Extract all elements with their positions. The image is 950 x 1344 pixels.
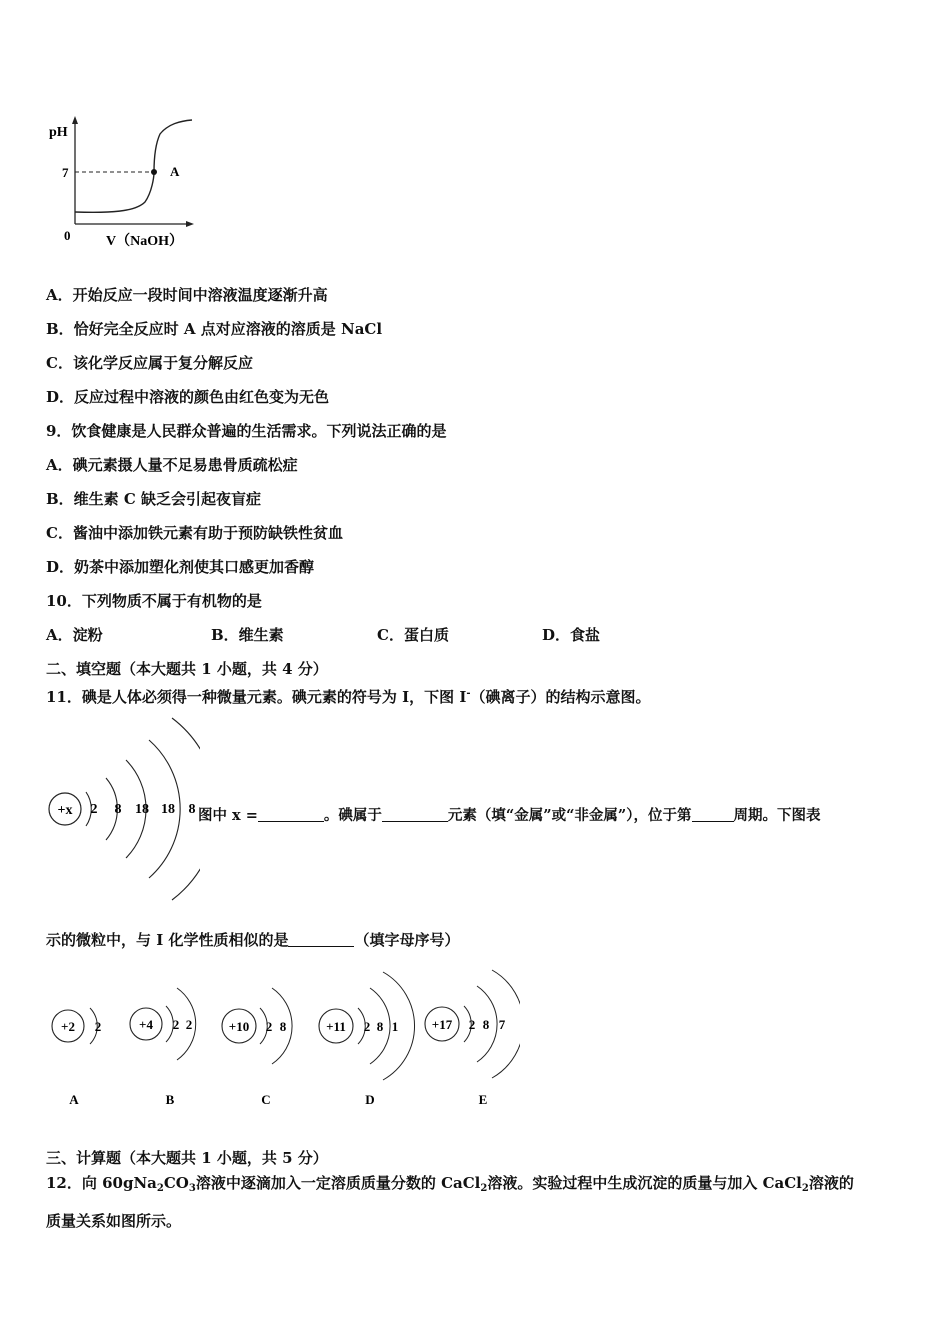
point-a-label: A [170, 164, 180, 179]
section-2-title: 二、填空题（本大题共 1 小题，共 4 分） [46, 660, 328, 678]
particle-e-shell-2: 8 [482, 1017, 490, 1032]
q11-fill-3: 元素（填“金属”或“非金属”），位于第 [447, 807, 692, 824]
particle-e-nucleus: +17 [431, 1017, 453, 1032]
q12-stem [46, 1173, 854, 1199]
q12-sub-1: 2 [156, 1183, 164, 1194]
blank-element-type[interactable] [382, 807, 448, 822]
particle-e-arc-3 [492, 970, 520, 1078]
particle-d-shell-3: 1 [391, 1019, 399, 1034]
particle-a [52, 1008, 101, 1107]
particle-b [130, 988, 196, 1107]
ph-titration-graph [40, 112, 220, 252]
particle-a-shell-1: 2 [94, 1019, 102, 1034]
particle-d-arc-3 [383, 972, 415, 1080]
q10-option-d: D．食盐 [542, 626, 601, 644]
q9-stem: 9．饮食健康是人民群众普遍的生活需求。下列说法正确的是 [46, 422, 447, 440]
particle-b-shell-2: 2 [185, 1017, 193, 1032]
q9-option-b: B．维生素 C 缺乏会引起夜盲症 [46, 490, 262, 508]
q11-stem [46, 684, 651, 707]
q11-fill-2: 。碘属于 [323, 807, 382, 824]
q12-text-2: CO [163, 1174, 189, 1192]
section-3-title: 三、计算题（本大题共 1 小题，共 5 分） [46, 1149, 328, 1167]
particle-d-shell-2: 8 [376, 1019, 384, 1034]
q11-stem-text: 11．碘是人体必须得一种微量元素。碘元素的符号为 I，下图 I [46, 688, 467, 706]
particle-d [319, 972, 415, 1107]
q10-option-a: A．淀粉 [46, 626, 103, 644]
q11-line2-text: 示的微粒中，与 I 化学性质相似的是 [46, 931, 289, 949]
q8-option-c: C．该化学反应属于复分解反应 [46, 354, 253, 372]
iodide-shell-4-count: 18 [161, 802, 175, 817]
q9-option-d: D．奶茶中添加塑化剂使其口感更加香醇 [46, 558, 315, 576]
q9-option-c: C．酱油中添加铁元素有助于预防缺铁性贫血 [46, 524, 343, 542]
particle-b-shell-1: 2 [172, 1017, 180, 1032]
q12-text-1: 12．向 60gNa [46, 1174, 157, 1192]
x-axis-label: V（NaOH） [106, 234, 183, 249]
q11-line-2 [46, 930, 459, 950]
q11-fill-line [198, 806, 821, 826]
q10-option-c: C．蛋白质 [377, 626, 449, 644]
particle-c [222, 988, 292, 1107]
blank-similar-particle[interactable] [288, 932, 354, 947]
q11-fill-1: 图中 x = [198, 807, 258, 824]
iodide-shell-2-count: 8 [114, 802, 122, 817]
q11-stem-tail: （碘离子）的结构示意图。 [470, 688, 651, 706]
q11-line2-tail: （填字母序号） [354, 931, 460, 949]
blank-x-value[interactable] [258, 807, 324, 822]
point-a-marker [151, 169, 157, 175]
particle-c-nucleus: +10 [228, 1019, 250, 1034]
iodide-shell-3-count: 18 [135, 802, 149, 817]
iodide-ion-diagram [42, 712, 200, 906]
q9-option-a: A．碘元素摄人量不足易患骨质疏松症 [46, 456, 298, 474]
q10-stem: 10．下列物质不属于有机物的是 [46, 592, 262, 610]
particle-d-letter: D [365, 1092, 375, 1107]
iodide-nucleus-charge: +x [57, 803, 73, 818]
q12-sub-4: 2 [801, 1183, 809, 1194]
particles-diagram [40, 968, 520, 1118]
particle-a-letter: A [69, 1092, 79, 1107]
blank-period[interactable] [692, 807, 734, 822]
particle-c-shell-2: 8 [279, 1019, 287, 1034]
particle-e-shell-1: 2 [468, 1017, 476, 1032]
q12-sub-2: 3 [188, 1183, 196, 1194]
y-axis-arrow [72, 116, 78, 124]
particle-c-shell-1: 2 [265, 1019, 273, 1034]
q12-text-3: 溶液中逐滴加入一定溶质质量分数的 CaCl [195, 1174, 481, 1192]
particle-c-letter: C [261, 1092, 271, 1107]
particle-e [425, 970, 520, 1107]
iodide-charge-sup: - [466, 688, 471, 699]
particle-b-letter: B [165, 1092, 175, 1107]
x-axis-arrow [186, 221, 194, 227]
y-tick-7: 7 [62, 165, 69, 180]
q11-fill-4: 周期。下图表 [733, 807, 821, 824]
iodide-shell-5-count: 8 [188, 802, 196, 817]
origin-label: 0 [64, 228, 71, 243]
particle-e-letter: E [478, 1092, 488, 1107]
q10-option-b: B．维生素 [211, 626, 284, 644]
iodide-shell-1-count: 2 [90, 802, 98, 817]
q12-text-4: 溶液。实验过程中生成沉淀的质量与加入 CaCl [487, 1174, 802, 1192]
q12-text-5: 溶液的 [808, 1174, 854, 1192]
y-axis-label: pH [49, 125, 68, 140]
q12-line-2: 质量关系如图所示。 [46, 1212, 182, 1230]
particle-b-nucleus: +4 [139, 1017, 153, 1032]
q8-option-b: B．恰好完全反应时 A 点对应溶液的溶质是 NaCl [46, 320, 383, 338]
q12-sub-3: 2 [480, 1183, 488, 1194]
q8-option-d: D．反应过程中溶液的颜色由红色变为无色 [46, 388, 330, 406]
iodide-shell-arc-5 [172, 718, 200, 900]
q8-option-a: A．开始反应一段时间中溶液温度逐渐升高 [46, 286, 328, 304]
particle-d-shell-1: 2 [363, 1019, 371, 1034]
particle-d-nucleus: +11 [326, 1019, 346, 1034]
particle-a-nucleus: +2 [61, 1019, 75, 1034]
particle-e-shell-3: 7 [498, 1017, 506, 1032]
